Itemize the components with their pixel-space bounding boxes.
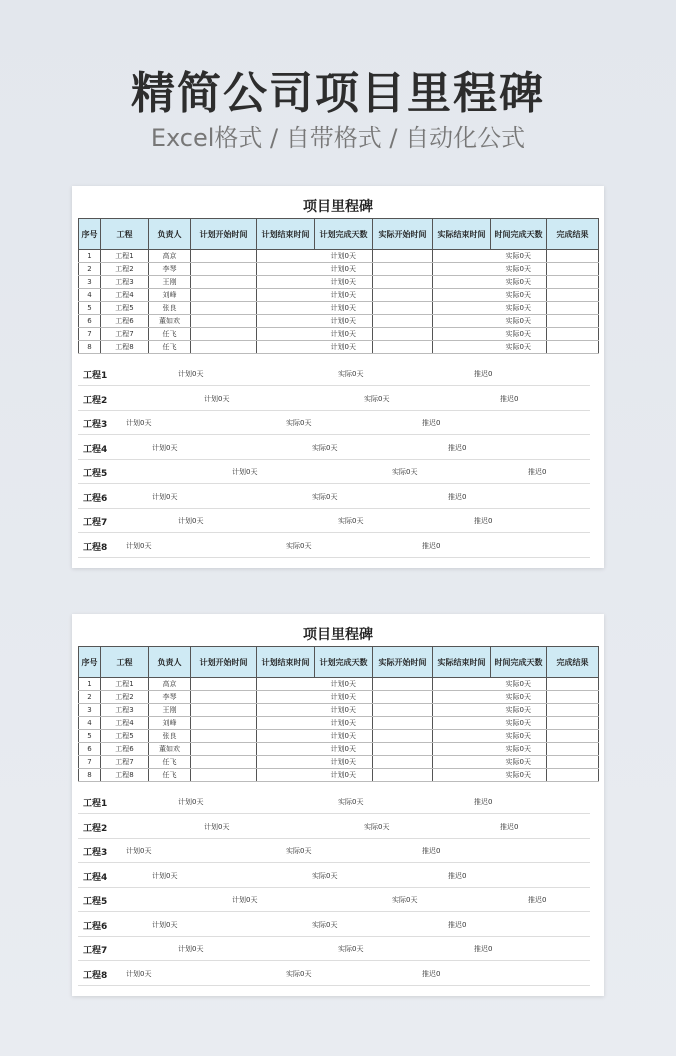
row-plan-days: 计划0天 (315, 691, 373, 704)
row-project: 工程2 (101, 263, 149, 276)
row-actual-end (433, 678, 491, 691)
milestone-plan: 计划0天 (126, 541, 152, 550)
row-plan-end (257, 276, 315, 289)
milestone-plan: 计划0天 (178, 517, 204, 525)
row-plan-end (257, 717, 315, 730)
row-plan-end (257, 769, 315, 782)
milestone-plan: 计划0天 (152, 443, 178, 452)
row-actual-end (433, 276, 491, 289)
row-number: 2 (79, 263, 101, 276)
milestone-row (78, 509, 590, 533)
table-row (79, 315, 599, 328)
row-actual-start (373, 730, 433, 743)
column-header: 时间完成天数 (491, 647, 547, 678)
row-plan-days: 计划0天 (315, 730, 373, 743)
milestone-delay: 推迟0 (448, 492, 467, 501)
row-actual-end (433, 263, 491, 276)
milestone-actual: 实际0天 (312, 492, 338, 501)
milestone-table (78, 646, 599, 782)
row-plan-end (257, 250, 315, 263)
row-plan-days: 计划0天 (315, 263, 373, 276)
milestone-name: 工程4 (83, 444, 108, 455)
row-result (547, 730, 599, 743)
row-actual-start (373, 315, 433, 328)
milestone-delay: 推迟0 (422, 969, 441, 978)
row-actual-start (373, 717, 433, 730)
row-actual-start (373, 276, 433, 289)
row-actual-days: 实际0天 (491, 678, 547, 691)
milestone-row (78, 815, 590, 839)
row-plan-end (257, 302, 315, 315)
column-header: 完成结果 (547, 219, 599, 250)
row-number: 1 (79, 678, 101, 691)
row-actual-days: 实际0天 (491, 691, 547, 704)
table-row (79, 328, 599, 341)
hero-title: 精简公司项目里程碑 (131, 68, 545, 119)
row-owner: 任飞 (149, 756, 191, 769)
milestone-row (78, 485, 590, 509)
row-result (547, 289, 599, 302)
row-actual-start (373, 289, 433, 302)
row-project: 工程8 (101, 769, 149, 782)
row-actual-days: 实际0天 (491, 730, 547, 743)
row-project: 工程7 (101, 328, 149, 341)
sheet-preview-2 (72, 614, 604, 996)
table-row (79, 704, 599, 717)
row-plan-days: 计划0天 (315, 678, 373, 691)
milestone-name: 工程8 (83, 542, 108, 553)
row-plan-start (191, 730, 257, 743)
table-body (79, 678, 599, 782)
milestone-name: 工程3 (83, 848, 108, 858)
table-row (79, 302, 599, 315)
row-project: 工程4 (101, 717, 149, 730)
row-plan-end (257, 263, 315, 276)
column-header: 序号 (79, 647, 101, 678)
table-row (79, 743, 599, 756)
milestone-row (78, 937, 590, 961)
milestone-delay: 推迟0 (448, 443, 467, 452)
row-actual-start (373, 341, 433, 354)
row-result (547, 691, 599, 704)
row-actual-start (373, 302, 433, 315)
column-header: 完成结果 (547, 647, 599, 678)
table-row (79, 756, 599, 769)
row-number: 2 (79, 691, 101, 704)
row-plan-days: 计划0天 (315, 276, 373, 289)
row-plan-start (191, 678, 257, 691)
row-actual-start (373, 678, 433, 691)
row-result (547, 315, 599, 328)
row-actual-end (433, 730, 491, 743)
row-plan-start (191, 341, 257, 354)
column-header: 实际开始时间 (373, 647, 433, 678)
milestone-row (78, 864, 590, 888)
row-actual-end (433, 743, 491, 756)
row-owner: 任飞 (149, 341, 191, 354)
row-plan-start (191, 302, 257, 315)
column-header: 实际结束时间 (433, 219, 491, 250)
row-number: 8 (79, 341, 101, 354)
column-header: 计划完成天数 (315, 219, 373, 250)
milestone-table (78, 218, 599, 354)
row-result (547, 769, 599, 782)
column-header: 工程 (101, 219, 149, 250)
table-row (79, 717, 599, 730)
row-plan-days: 计划0天 (315, 289, 373, 302)
column-header: 工程 (101, 647, 149, 678)
row-number: 6 (79, 315, 101, 328)
milestone-name: 工程2 (83, 395, 108, 406)
row-plan-start (191, 691, 257, 704)
row-number: 5 (79, 730, 101, 743)
row-actual-end (433, 717, 491, 730)
row-project: 工程1 (101, 678, 149, 691)
row-actual-end (433, 769, 491, 782)
milestone-actual: 实际0天 (286, 419, 312, 427)
row-actual-start (373, 328, 433, 341)
table-row (79, 263, 599, 276)
row-plan-days: 计划0天 (315, 769, 373, 782)
table-body (79, 250, 599, 354)
milestone-actual: 实际0天 (338, 370, 364, 378)
milestone-name: 工程7 (83, 946, 108, 956)
table-row (79, 276, 599, 289)
row-plan-end (257, 704, 315, 717)
milestone-plan: 计划0天 (152, 871, 178, 880)
milestone-plan: 计划0天 (126, 419, 152, 427)
row-actual-days: 实际0天 (491, 328, 547, 341)
milestone-delay: 推迟0 (422, 541, 441, 550)
milestone-actual: 实际0天 (338, 798, 364, 806)
row-actual-days: 实际0天 (491, 717, 547, 730)
row-actual-end (433, 704, 491, 717)
milestone-delay: 推迟0 (422, 419, 441, 427)
row-plan-start (191, 250, 257, 263)
row-project: 工程7 (101, 756, 149, 769)
row-actual-days: 实际0天 (491, 756, 547, 769)
milestone-list (78, 362, 590, 558)
column-header: 计划开始时间 (191, 647, 257, 678)
row-actual-days: 实际0天 (491, 315, 547, 328)
row-actual-start (373, 250, 433, 263)
row-owner: 李琴 (149, 691, 191, 704)
row-plan-end (257, 289, 315, 302)
row-plan-end (257, 691, 315, 704)
milestone-list (78, 790, 590, 986)
row-owner: 王刚 (149, 276, 191, 289)
row-plan-start (191, 276, 257, 289)
row-actual-start (373, 263, 433, 276)
milestone-plan: 计划0天 (126, 847, 152, 855)
row-actual-end (433, 756, 491, 769)
column-header: 计划结束时间 (257, 647, 315, 678)
row-plan-start (191, 756, 257, 769)
row-project: 工程5 (101, 302, 149, 315)
row-number: 8 (79, 769, 101, 782)
row-actual-end (433, 341, 491, 354)
milestone-row (78, 460, 590, 484)
row-number: 3 (79, 276, 101, 289)
row-actual-days: 实际0天 (491, 250, 547, 263)
table-row (79, 678, 599, 691)
row-plan-days: 计划0天 (315, 328, 373, 341)
column-header: 序号 (79, 219, 101, 250)
column-header: 负责人 (149, 219, 191, 250)
row-plan-start (191, 289, 257, 302)
row-plan-days: 计划0天 (315, 743, 373, 756)
table-row (79, 691, 599, 704)
milestone-row (78, 534, 590, 558)
column-header: 时间完成天数 (491, 219, 547, 250)
milestone-row (78, 362, 590, 386)
milestone-delay: 推迟0 (474, 945, 493, 953)
row-actual-end (433, 302, 491, 315)
row-project: 工程3 (101, 276, 149, 289)
row-actual-days: 实际0天 (491, 704, 547, 717)
milestone-name: 工程1 (83, 371, 108, 381)
row-result (547, 341, 599, 354)
column-header: 计划完成天数 (315, 647, 373, 678)
row-plan-days: 计划0天 (315, 341, 373, 354)
row-plan-days: 计划0天 (315, 756, 373, 769)
row-owner: 高京 (149, 678, 191, 691)
milestone-plan: 计划0天 (126, 969, 152, 978)
row-plan-end (257, 341, 315, 354)
row-plan-days: 计划0天 (315, 704, 373, 717)
milestone-plan: 计划0天 (232, 468, 258, 476)
row-actual-start (373, 743, 433, 756)
column-header: 计划开始时间 (191, 219, 257, 250)
milestone-plan: 计划0天 (232, 896, 258, 904)
milestone-row (78, 839, 590, 863)
row-actual-start (373, 691, 433, 704)
row-result (547, 717, 599, 730)
row-plan-end (257, 756, 315, 769)
row-plan-start (191, 263, 257, 276)
column-header: 计划结束时间 (257, 219, 315, 250)
milestone-actual: 实际0天 (286, 847, 312, 855)
row-number: 7 (79, 328, 101, 341)
milestone-actual: 实际0天 (312, 920, 338, 929)
row-actual-days: 实际0天 (491, 263, 547, 276)
milestone-delay: 推迟0 (528, 896, 547, 904)
row-result (547, 302, 599, 315)
milestone-actual: 实际0天 (312, 871, 338, 880)
milestone-actual: 实际0天 (338, 517, 364, 525)
milestone-row (78, 888, 590, 912)
row-number: 4 (79, 717, 101, 730)
milestone-row (78, 436, 590, 460)
row-owner: 李琴 (149, 263, 191, 276)
row-result (547, 678, 599, 691)
row-owner: 刘峰 (149, 717, 191, 730)
row-result (547, 276, 599, 289)
milestone-name: 工程2 (83, 823, 108, 834)
row-actual-days: 实际0天 (491, 289, 547, 302)
milestone-actual: 实际0天 (364, 394, 390, 403)
hero-subtitle: Excel格式 / 自带格式 / 自动化公式 (150, 124, 526, 152)
column-header: 负责人 (149, 647, 191, 678)
row-actual-end (433, 250, 491, 263)
row-owner: 任飞 (149, 769, 191, 782)
row-plan-start (191, 717, 257, 730)
table-row (79, 769, 599, 782)
row-project: 工程1 (101, 250, 149, 263)
milestone-actual: 实际0天 (286, 541, 312, 550)
sheet-title: 项目里程碑 (303, 627, 373, 643)
row-project: 工程6 (101, 743, 149, 756)
row-actual-end (433, 691, 491, 704)
sheet-preview-1 (72, 186, 604, 568)
row-owner: 董如欢 (149, 315, 191, 328)
row-owner: 刘峰 (149, 289, 191, 302)
milestone-plan: 计划0天 (178, 798, 204, 806)
milestone-actual: 实际0天 (392, 896, 418, 904)
row-number: 1 (79, 250, 101, 263)
row-number: 4 (79, 289, 101, 302)
milestone-name: 工程5 (83, 897, 108, 907)
row-result (547, 328, 599, 341)
row-result (547, 704, 599, 717)
row-plan-end (257, 678, 315, 691)
sheet-title: 项目里程碑 (303, 199, 373, 215)
row-actual-end (433, 289, 491, 302)
row-owner: 高京 (149, 250, 191, 263)
row-plan-start (191, 315, 257, 328)
row-actual-days: 实际0天 (491, 341, 547, 354)
row-owner: 任飞 (149, 328, 191, 341)
milestone-actual: 实际0天 (338, 945, 364, 953)
row-plan-end (257, 328, 315, 341)
row-plan-days: 计划0天 (315, 302, 373, 315)
milestone-row (78, 962, 590, 986)
milestone-row (78, 790, 590, 814)
row-project: 工程4 (101, 289, 149, 302)
row-project: 工程8 (101, 341, 149, 354)
row-actual-days: 实际0天 (491, 276, 547, 289)
milestone-delay: 推迟0 (422, 847, 441, 855)
milestone-name: 工程5 (83, 469, 108, 479)
milestone-plan: 计划0天 (152, 920, 178, 929)
milestone-row (78, 387, 590, 411)
row-actual-days: 实际0天 (491, 743, 547, 756)
milestone-actual: 实际0天 (286, 969, 312, 978)
row-actual-days: 实际0天 (491, 769, 547, 782)
milestone-delay: 推迟0 (500, 394, 519, 403)
row-owner: 张良 (149, 730, 191, 743)
row-owner: 董如欢 (149, 743, 191, 756)
table-header-row (79, 219, 599, 250)
milestone-delay: 推迟0 (474, 517, 493, 525)
milestone-name: 工程7 (83, 518, 108, 528)
milestone-actual: 实际0天 (312, 443, 338, 452)
row-plan-start (191, 769, 257, 782)
row-result (547, 743, 599, 756)
milestone-name: 工程3 (83, 420, 108, 430)
row-number: 5 (79, 302, 101, 315)
milestone-delay: 推迟0 (528, 468, 547, 476)
milestone-actual: 实际0天 (364, 822, 390, 831)
table-row (79, 289, 599, 302)
row-number: 7 (79, 756, 101, 769)
row-result (547, 263, 599, 276)
row-actual-start (373, 756, 433, 769)
row-project: 工程5 (101, 730, 149, 743)
milestone-plan: 计划0天 (178, 370, 204, 378)
column-header: 实际结束时间 (433, 647, 491, 678)
milestone-plan: 计划0天 (178, 945, 204, 953)
table-row (79, 341, 599, 354)
milestone-actual: 实际0天 (392, 468, 418, 476)
milestone-name: 工程6 (83, 921, 108, 932)
row-plan-end (257, 730, 315, 743)
milestone-delay: 推迟0 (448, 920, 467, 929)
row-result (547, 756, 599, 769)
milestone-row (78, 913, 590, 937)
column-header: 实际开始时间 (373, 219, 433, 250)
row-actual-days: 实际0天 (491, 302, 547, 315)
row-actual-start (373, 769, 433, 782)
milestone-delay: 推迟0 (448, 871, 467, 880)
row-plan-days: 计划0天 (315, 250, 373, 263)
milestone-delay: 推迟0 (474, 370, 493, 378)
milestone-name: 工程4 (83, 872, 108, 883)
row-plan-days: 计划0天 (315, 717, 373, 730)
milestone-plan: 计划0天 (204, 822, 230, 831)
row-result (547, 250, 599, 263)
row-plan-start (191, 328, 257, 341)
milestone-name: 工程6 (83, 493, 108, 504)
row-plan-end (257, 315, 315, 328)
row-owner: 张良 (149, 302, 191, 315)
milestone-delay: 推迟0 (500, 822, 519, 831)
row-actual-end (433, 315, 491, 328)
row-number: 6 (79, 743, 101, 756)
row-number: 3 (79, 704, 101, 717)
milestone-name: 工程8 (83, 970, 108, 981)
table-row (79, 730, 599, 743)
row-plan-days: 计划0天 (315, 315, 373, 328)
table-header-row (79, 647, 599, 678)
row-plan-start (191, 743, 257, 756)
table-row (79, 250, 599, 263)
milestone-delay: 推迟0 (474, 798, 493, 806)
milestone-plan: 计划0天 (204, 394, 230, 403)
milestone-name: 工程1 (83, 799, 108, 809)
row-actual-start (373, 704, 433, 717)
milestone-row (78, 411, 590, 435)
milestone-plan: 计划0天 (152, 492, 178, 501)
row-plan-end (257, 743, 315, 756)
row-actual-end (433, 328, 491, 341)
row-plan-start (191, 704, 257, 717)
row-project: 工程6 (101, 315, 149, 328)
row-project: 工程2 (101, 691, 149, 704)
row-project: 工程3 (101, 704, 149, 717)
row-owner: 王刚 (149, 704, 191, 717)
